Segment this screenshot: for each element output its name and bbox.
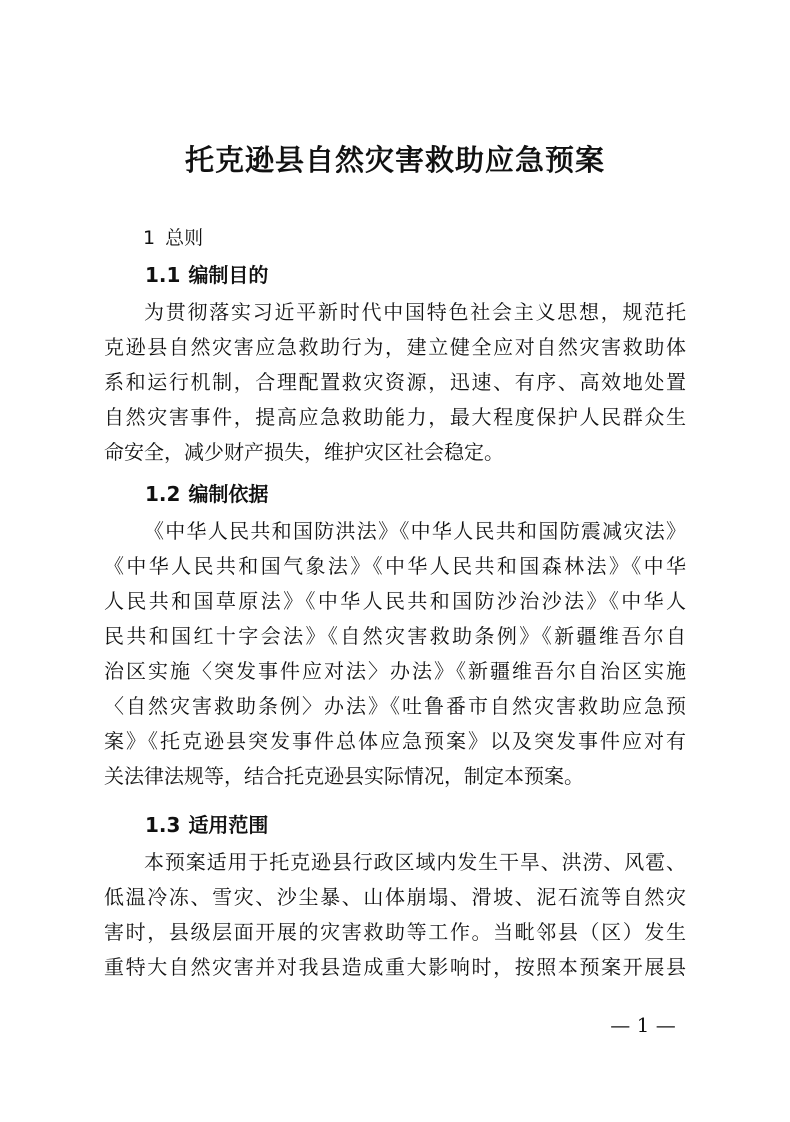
page-number: — 1 —	[610, 1013, 676, 1037]
section-number: 1.1	[145, 263, 181, 287]
section-number: 1.3	[145, 813, 181, 837]
paragraph-line: 民共和国红十字会法》《自然灾害救助条例》《新疆维吾尔自	[104, 624, 686, 648]
paragraph-line: 系和运行机制，合理配置救灾资源，迅速、有序、高效地处置	[104, 370, 686, 394]
section-body-1-3	[104, 845, 686, 985]
paragraph-line: 《中华人民共和国防洪法》《中华人民共和国防震减灾法》	[144, 519, 686, 543]
paragraph-line: 人民共和国草原法》《中华人民共和国防沙治沙法》《中华人	[104, 589, 686, 613]
paragraph-line: 为贯彻落实习近平新时代中国特色社会主义思想，规范托	[144, 300, 686, 324]
section-title: 编制目的	[188, 263, 269, 287]
section-heading-1-1	[145, 262, 268, 288]
paragraph-line: 命安全，减少财产损失，维护灾区社会稳定。	[104, 440, 504, 464]
chapter-title: 总则	[165, 227, 204, 249]
paragraph-line: 重特大自然灾害并对我县造成重大影响时，按照本预案开展县	[104, 955, 686, 979]
paragraph-line: 〈自然灾害救助条例〉办法》《吐鲁番市自然灾害救助应急预	[104, 694, 686, 718]
paragraph-line: 本预案适用于托克逊县行政区域内发生干旱、洪涝、风雹、	[144, 850, 686, 874]
paragraph-line: 《中华人民共和国气象法》《中华人民共和国森林法》《中华	[104, 554, 686, 578]
section-title: 编制依据	[188, 482, 269, 506]
paragraph-line: 自然灾害事件，提高应急救助能力，最大程度保护人民群众生	[104, 405, 686, 429]
section-body-1-1	[104, 295, 686, 470]
chapter-number: 1	[143, 227, 156, 249]
section-body-1-2	[104, 514, 686, 794]
section-number: 1.2	[145, 482, 181, 506]
section-heading-1-2	[145, 481, 268, 507]
paragraph-line: 害时，县级层面开展的灾害救助等工作。当毗邻县（区）发生	[104, 920, 686, 944]
chapter-heading	[143, 225, 203, 251]
section-heading-1-3	[145, 812, 268, 838]
paragraph-line: 关法律法规等，结合托克逊县实际情况，制定本预案。	[104, 764, 584, 788]
paragraph-line: 克逊县自然灾害应急救助行为，建立健全应对自然灾害救助体	[104, 335, 686, 359]
section-title: 适用范围	[188, 813, 269, 837]
document-title: 托克逊县自然灾害救助应急预案	[184, 143, 605, 177]
paragraph-line: 低温冷冻、雪灾、沙尘暴、山体崩塌、滑坡、泥石流等自然灾	[104, 885, 686, 909]
paragraph-line: 治区实施〈突发事件应对法〉办法》《新疆维吾尔自治区实施	[104, 659, 686, 683]
paragraph-line: 案》《托克逊县突发事件总体应急预案》以及突发事件应对有	[104, 729, 686, 753]
